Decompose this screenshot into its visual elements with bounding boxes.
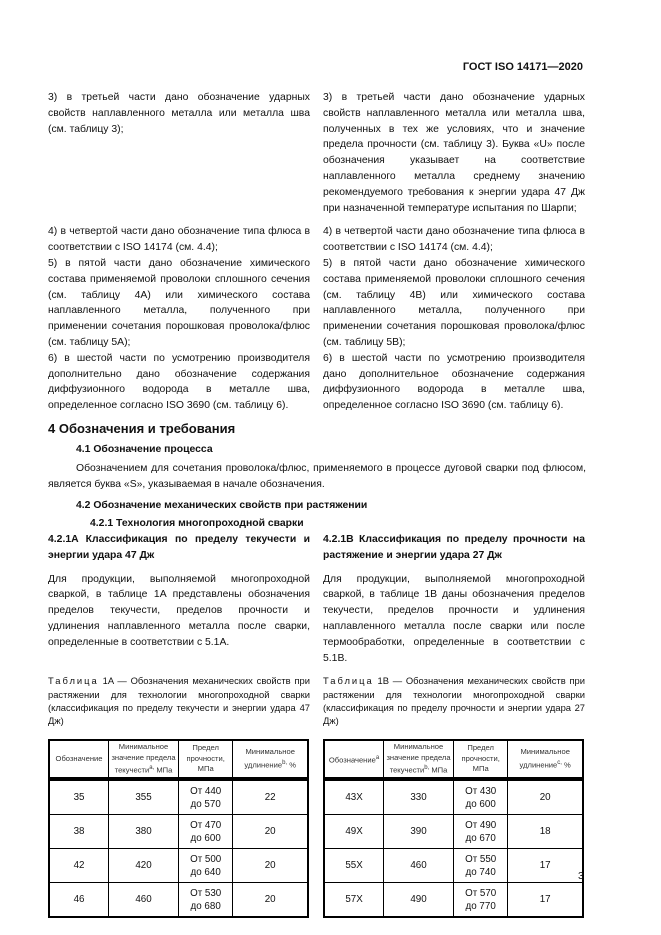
section-4-2-1b-heading: 4.2.1B Классификация по пределу прочности на растяжение и энергии удара 27 Дж — [323, 533, 585, 561]
subsection-columns — [48, 532, 585, 918]
table-cell: От 570 до 770 — [453, 883, 507, 918]
table-cell: 17 — [508, 849, 583, 883]
table-1a — [48, 739, 309, 918]
table-cell: 355 — [109, 779, 179, 815]
table-row — [324, 883, 583, 918]
left-item-4: 4) в четвертой части дано обозначение типа флюса в соответствии с ISO 14174 (см. 4.4); — [48, 226, 310, 254]
column-header — [233, 740, 308, 779]
column-header — [109, 740, 179, 779]
section-4-2-1a-heading: 4.2.1A Классификация по пределу текучести и энергии удара 47 Дж — [48, 533, 310, 561]
page-number: 3 — [578, 871, 584, 883]
table-cell: 55X — [324, 849, 384, 883]
table-cell: 49X — [324, 815, 384, 849]
table-cell: 20 — [233, 849, 308, 883]
table-cell: 20 — [233, 815, 308, 849]
table-cell: 490 — [384, 883, 454, 918]
section-4-1-text: Обозначением для сочетания проволока/флюс, применяемого в процессе дуговой сварки под флюсом, является буква «S», указываемая в начале обозначения. — [48, 462, 586, 490]
table-1b — [323, 739, 584, 918]
column-header-label: Предел прочности, МПа — [461, 743, 500, 774]
column-header-suffix: c, % — [557, 759, 571, 770]
section-4-2-1-heading: 4.2.1 Технология многопроходной сварки — [90, 518, 304, 530]
left-item-6: 6) в шестой части по усмотрению производителя дополнительно дано обозначение содержания диффузионного водорода в металле шва, определенное согласно ISO 3690 (см. таблицу 6). — [48, 352, 310, 412]
table-cell: 38 — [49, 815, 109, 849]
table-row — [324, 779, 583, 815]
right-item-4: 4) в четвертой части дано обозначение типа флюса в соответствии с ISO 14174 (см. 4.4); — [323, 226, 585, 254]
right-item-6: 6) в шестой части по усмотрению производителя дано дополнительное обозначение содержания диффузионного водорода в металле шва, определенное согласно ISO 3690 (см. таблицу 6). — [323, 352, 585, 412]
section-4-2-1b-text: Для продукции, выполняемой многопроходной сваркой, в таблице 1B даны обозначения пределов текучести, пределов прочности и удлинения наплавленного металла после сварки или после термообработки, определенные в соответствии с 5.1B. — [323, 573, 585, 664]
column-header-label: Минимальное значение предела текучести — [111, 742, 176, 775]
column-header — [384, 740, 454, 779]
column-header-label: Предел прочности, МПа — [186, 743, 225, 774]
left-item-3: 3) в третьей части дано обозначение ударных свойств наплавленного металла или металла шва (см. таблицу 3); — [48, 92, 310, 135]
section-4-2-1a-text: Для продукции, выполняемой многопроходной сваркой, в таблице 1A представлены обозначения пределов текучести, пределов прочности и удлинения наплавленного металла после сварки, определенные в соответствии с 5.1A. — [48, 573, 310, 648]
table-cell: От 440 до 570 — [178, 779, 232, 815]
table-cell: 20 — [233, 883, 308, 918]
table-cell: 460 — [384, 849, 454, 883]
column-header — [178, 740, 232, 779]
right-item-3: 3) в третьей части дано обозначение ударных свойств наплавленного металла или металла шва, полученных в тех же условиях, что и значение предела прочности (см. таблицу 3). Буква «U» после обозначения указывает на соответствие наплавленного металла среднему значению рекомендуемого требования к энергии удара 47 Дж при назначенной температуре испытания по Шарпи; — [323, 92, 585, 214]
table-1a-caption: Таблица 1A — Обозначения механических свойств при растяжении для технологии многопроходной сварки (классификация по пределу текучести и энергии удара 47 Дж) — [48, 675, 310, 726]
column-header-label: Обозначение — [328, 755, 376, 765]
column-header-suffix: a — [375, 754, 380, 761]
column-header — [508, 740, 583, 779]
table-cell: 420 — [109, 849, 179, 883]
column-header-suffix: a, МПа — [149, 765, 173, 775]
column-header-label: Минимальное удлинение — [519, 747, 570, 770]
table-cell: 460 — [109, 883, 179, 918]
right-item-5: 5) в пятой части дано обозначение химического состава применяемой проволоки сплошного сечения (см. таблицу 4B) или химического состава наплавленного металла, полученного при применении сочетания порошковая проволока/флюс (см. таблицу 5B); — [323, 257, 585, 348]
table-row — [49, 883, 308, 918]
left-item-5: 5) в пятой части дано обозначение химического состава применяемой проволоки сплошного сечения (см. таблицу 4A) или химического состава наплавленного металла, полученного при применении сочетания порошковая проволока/флюс (см. таблицу 5A); — [48, 257, 310, 348]
table-row — [324, 849, 583, 883]
table-cell: 35 — [49, 779, 109, 815]
table-cell: От 430 до 600 — [453, 779, 507, 815]
table-cell: 22 — [233, 779, 308, 815]
table-cell: 17 — [508, 883, 583, 918]
table-row — [324, 815, 583, 849]
table-1b-caption: Таблица 1B — Обозначения механических свойств при растяжении для технологии многопроходной сварки (классификация по пределу прочности и энергии удара 27 Дж) — [323, 675, 585, 726]
document-header: ГОСТ ISO 14171—2020 — [462, 61, 583, 73]
table-cell: 42 — [49, 849, 109, 883]
column-header-suffix: b, % — [282, 759, 296, 770]
column-header-label: Минимальное значение предела текучести — [386, 742, 451, 775]
table-header-row — [324, 740, 583, 779]
column-header — [49, 740, 109, 779]
table-cell: От 500 до 640 — [178, 849, 232, 883]
section-4-1-heading: 4.1 Обозначение процесса — [76, 443, 213, 455]
table-cell: 390 — [384, 815, 454, 849]
table-cell: 330 — [384, 779, 454, 815]
table-cell: 46 — [49, 883, 109, 918]
column-header-suffix: b, МПа — [424, 765, 448, 775]
table-cell: 20 — [508, 779, 583, 815]
table-cell: 57X — [324, 883, 384, 918]
column-header-label: Обозначение — [55, 753, 103, 763]
table-row — [49, 815, 308, 849]
table-cell: От 490 до 670 — [453, 815, 507, 849]
table-cell: 18 — [508, 815, 583, 849]
section-4-heading: 4 Обозначения и требования — [48, 420, 236, 436]
column-header — [453, 740, 507, 779]
table-cell: От 530 до 680 — [178, 883, 232, 918]
list-columns — [48, 0, 585, 414]
table-row — [49, 779, 308, 815]
section-4-2-heading: 4.2 Обозначение механических свойств при растяжении — [76, 500, 368, 512]
table-cell: От 550 до 740 — [453, 849, 507, 883]
table-cell: 43X — [324, 779, 384, 815]
table-row — [49, 849, 308, 883]
table-header-row — [49, 740, 308, 779]
column-header — [324, 740, 384, 779]
table-cell: 380 — [109, 815, 179, 849]
column-header-label: Минимальное удлинение — [244, 747, 295, 770]
table-cell: От 470 до 600 — [178, 815, 232, 849]
